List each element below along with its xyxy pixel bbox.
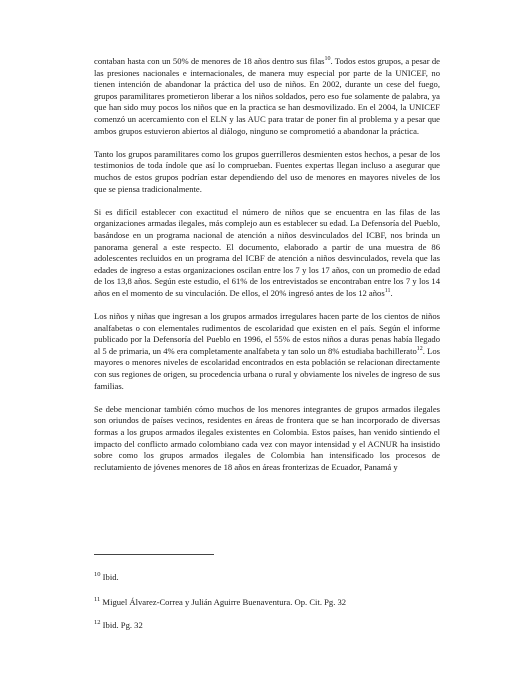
footnote-text: Miguel Álvarez-Correa y Julián Aguirre Buenaventura. Op. Cit. Pg. 32 xyxy=(102,597,347,607)
footnote-text: Ibid. xyxy=(102,572,119,582)
footnote-number: 10 xyxy=(94,571,101,579)
footnote-ref-10[interactable]: 10 xyxy=(324,56,331,63)
footnote-ref-12[interactable]: 12 xyxy=(416,345,423,352)
footnote-text: Ibid. Pg. 32 xyxy=(102,620,143,630)
paragraph-2: Tanto los grupos paramilitares como los grupos guerrilleros desmienten estos hechos, a pesar de los testimonios de toda índole que así lo comprueban. Fuentes expertas llegan incluso a asegurar que muchos de estos grupos podrían estar dependiendo del uso de menores en mayores niveles de los que se piensa tradicionalmente. xyxy=(94,148,440,194)
footnote-11 xyxy=(94,597,346,608)
paragraph-5: Se debe mencionar también cómo muchos de los menores integrantes de grupos armados ilegales son oriundos de países vecinos, residentes en áreas de frontera que se han incorporado de diversas formas a los grupos armados ilegales existentes en Colombia. Estos países, han venido sintiendo el impacto del conflicto armado colombiano cada vez con mayor intensidad y el ACNUR ha insistido sobre como los grupos armados ilegales de Colombia han intensificado los procesos de reclutamiento de jóvenes menores de 18 años en áreas fronterizas de Ecuador, Panamá y xyxy=(94,403,440,472)
paragraph-3: Si es difícil establecer con exactitud el número de niños que se encuentra en las filas de las organizaciones armadas ilegales, más complejo aun es establecer su edad. La Defensoría del Pueblo, basándose en un programa nacional de atención a niños desvinculados del ICBF, nos brinda un panorama general a este respecto. El documento, elaborado a partir de una muestra de 86 adolescentes recluidos en un programa del ICBF de atención a niños desvinculados, revela que las edades de ingreso a estas organizaciones oscilan entre los 7 y los 17 años, con un promedio de edad de los 13,8 años. Según este estudio, el 61% de los entrevistados se encontraban entre los 7 y los 14 años en el momento de su vinculación. De ellos, el 20% ingresó antes de los 12 años$^{11}$. xyxy=(94,206,440,298)
footnote-12 xyxy=(94,620,143,631)
footnote-10 xyxy=(94,572,119,583)
footnote-number: 11 xyxy=(94,596,101,604)
paragraph-1: contaban hasta con un 50% de menores de 18 años dentro sus filas$^{10}$. Todos estos grupos, a pesar de las presiones nacionales e internacionales, de manera muy especial por parte de la UNICEF, no tienen intención de abandonar la práctica del uso de niños. En 2002, durante un cese del fuego, grupos paramilitares prometieron liberar a los niños soldados, pero eso fue solamente de palabra, ya que han sido muy pocos los niños que en la practica se han desmovilizado. En el 2004, la UNICEF comenzó un acercamiento con el ELN y las AUC para tratar de poner fin al problema y a pesar que ambos grupos estuvieron abiertos al diálogo, ninguno se comprometió a abandonar la práctica. xyxy=(94,56,440,136)
paragraph-4: Los niños y niñas que ingresan a los grupos armados irregulares hacen parte de los cientos de niños analfabetas o con elementales rudimentos de escolaridad que existen en el país. Según el informe publicado por la Defensoría del Pueblo en 1996, el 55% de estos niños a duras penas había llegado al 5 de primaria, un 4% era completamente analfabeta y tan solo un 8% estudiaba bachillerato$^{12}$. Los mayores o menores niveles de escolaridad encontrados en esta población se relacionan directamente con sus regiones de origen, su procedencia urbana o rural y obviamente los niveles de ingreso de sus familias. xyxy=(94,311,440,391)
footnote-ref-11[interactable]: 11 xyxy=(384,288,391,295)
footnote-number: 12 xyxy=(94,619,101,627)
body-text xyxy=(94,56,440,485)
footnote-separator xyxy=(94,554,214,555)
